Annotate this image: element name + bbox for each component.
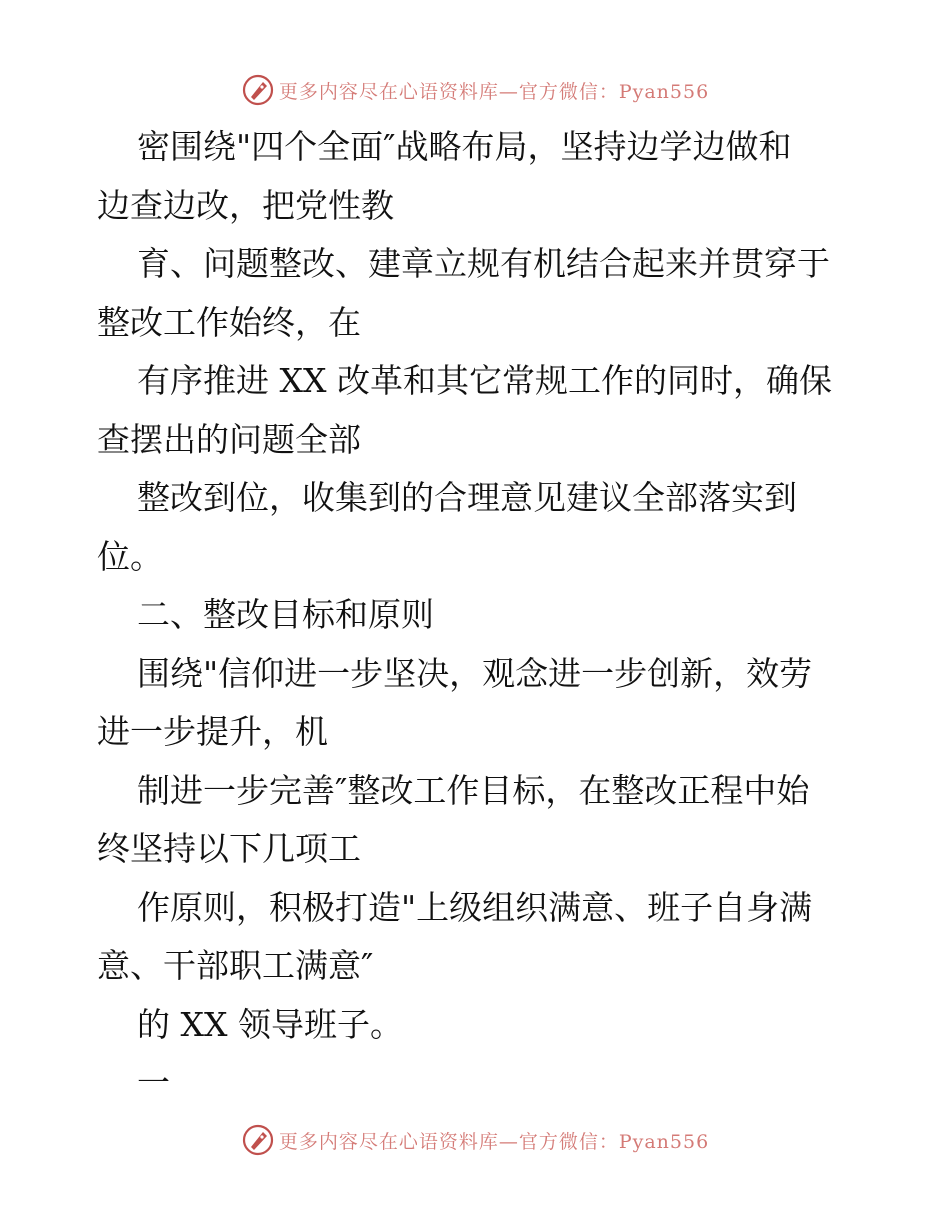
text-line: 的 XX 领导班子。	[137, 1004, 403, 1044]
text-line: 作原则，积极打造"上级组织满意、班子自身满	[137, 887, 813, 927]
text-line: 密围绕"四个全面″战略布局，坚持边学边做和	[137, 127, 792, 166]
text-line: 整改到位，收集到的合理意见建议全部落实到	[137, 478, 797, 517]
text-line: 制进一步完善″整改工作目标，在整改正程中始	[137, 770, 810, 810]
header-banner-text: 更多内容尽在心语资料库—官方微信：Pyan556	[278, 80, 710, 103]
text-line: 进一步提升，机	[97, 712, 328, 751]
section-heading: 二、整改目标和原则	[137, 595, 434, 634]
text-line: 整改工作始终，在	[97, 302, 361, 342]
text-line: 边查边改，把党性教	[97, 185, 394, 225]
text-line: 查摆出的问题全部	[97, 419, 361, 459]
text-line: 围绕"信仰进一步坚决，观念进一步创新，效劳	[137, 653, 813, 693]
pen-nib-logo-icon	[241, 73, 275, 107]
text-line: 有序推进 XX 改革和其它常规工作的同时，确保	[137, 361, 832, 400]
body-text	[97, 118, 877, 1113]
text-line: 育、问题整改、建章立规有机结合起来并贯穿于	[137, 244, 830, 283]
footer-banner-text: 更多内容尽在心语资料库—官方微信：Pyan556	[278, 1130, 710, 1153]
text-line: 位。	[97, 536, 163, 576]
header-banner	[0, 70, 950, 110]
pen-nib-logo-icon	[241, 1123, 275, 1157]
text-line: 意、干部职工满意″	[97, 946, 374, 985]
text-line: 一	[137, 1063, 170, 1102]
text-line: 终坚持以下几项工	[97, 829, 361, 868]
footer-banner	[0, 1120, 950, 1160]
